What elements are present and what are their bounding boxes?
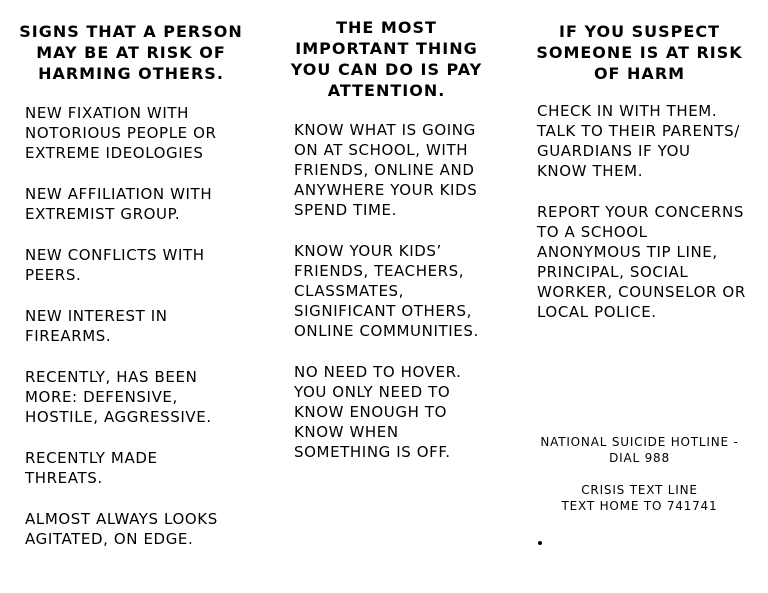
item-line: RECENTLY, HAS BEEN (25, 368, 198, 386)
heading-line: IMPORTANT THING (295, 39, 478, 58)
item-line: ANYWHERE YOUR KIDS (294, 181, 478, 199)
list-item (294, 120, 479, 220)
item-line: NOTORIOUS PEOPLE OR (25, 124, 217, 142)
item-line: ANONYMOUS TIP LINE, (537, 243, 718, 261)
footer-line: CRISIS TEXT LINE (581, 483, 698, 497)
heading-line: OF HARM (593, 64, 686, 83)
list-item (25, 367, 218, 427)
item-line: SPEND TIME. (294, 201, 397, 219)
crisis-text-line (511, 482, 768, 514)
item-line: SOMETHING IS OFF. (294, 443, 451, 461)
heading-line: YOU CAN DO IS PAY (290, 60, 483, 79)
item-line: TALK TO THEIR PARENTS/ (537, 122, 740, 140)
heading-line: HARMING OTHERS. (38, 64, 224, 83)
item-line: AGITATED, ON EDGE. (25, 530, 194, 548)
list-item (25, 103, 218, 163)
item-line: THREATS. (25, 469, 103, 487)
item-line: ONLINE COMMUNITIES. (294, 322, 479, 340)
heading-line: MAY BE AT RISK OF (36, 43, 226, 62)
list-item (25, 184, 218, 224)
item-line: FIREARMS. (25, 327, 112, 345)
bullet-dot (538, 541, 542, 545)
item-line: NEW CONFLICTS WITH (25, 246, 205, 264)
item-line: WORKER, COUNSELOR OR (537, 283, 746, 301)
heading-line: SIGNS THAT A PERSON (19, 22, 243, 41)
warning-signs-list (25, 103, 218, 570)
heading-line: ATTENTION. (327, 81, 446, 100)
item-line: KNOW WHAT IS GOING (294, 121, 476, 139)
list-item (294, 241, 479, 341)
item-line: NEW INTEREST IN (25, 307, 168, 325)
item-line: KNOW YOUR KIDS’ (294, 242, 442, 260)
hotline-footer (511, 434, 768, 530)
footer-line: DIAL 988 (609, 451, 670, 465)
item-line: HOSTILE, AGGRESSIVE. (25, 408, 212, 426)
heading-line: IF YOU SUSPECT (559, 22, 720, 41)
list-item (25, 448, 218, 488)
item-line: KNOW ENOUGH TO (294, 403, 447, 421)
item-line: SIGNIFICANT OTHERS, (294, 302, 472, 320)
footer-line: NATIONAL SUICIDE HOTLINE - (540, 435, 739, 449)
item-line: FRIENDS, TEACHERS, (294, 262, 465, 280)
pay-attention-heading (262, 17, 511, 101)
suicide-hotline (511, 434, 768, 466)
item-line: RECENTLY MADE (25, 449, 158, 467)
list-item (25, 306, 218, 346)
item-line: ON AT SCHOOL, WITH (294, 141, 469, 159)
heading-line: THE MOST (336, 18, 437, 37)
item-line: CHECK IN WITH THEM. (537, 102, 718, 120)
item-line: PEERS. (25, 266, 82, 284)
item-line: NEW AFFILIATION WITH (25, 185, 213, 203)
item-line: MORE: DEFENSIVE, (25, 388, 178, 406)
item-line: TO A SCHOOL (537, 223, 648, 241)
list-item (537, 101, 746, 181)
item-line: KNOW WHEN (294, 423, 399, 441)
footer-line: TEXT HOME TO 741741 (561, 499, 718, 513)
item-line: GUARDIANS IF YOU (537, 142, 691, 160)
if-you-suspect-list (537, 101, 746, 343)
item-line: PRINCIPAL, SOCIAL (537, 263, 689, 281)
item-line: EXTREME IDEOLOGIES (25, 144, 204, 162)
item-line: YOU ONLY NEED TO (294, 383, 451, 401)
list-item (25, 509, 218, 549)
item-line: NO NEED TO HOVER. (294, 363, 462, 381)
item-line: REPORT YOUR CONCERNS (537, 203, 744, 221)
item-line: ALMOST ALWAYS LOOKS (25, 510, 218, 528)
list-item (25, 245, 218, 285)
heading-line: SOMEONE IS AT RISK (536, 43, 743, 62)
list-item (294, 362, 479, 462)
pay-attention-list (294, 120, 479, 483)
item-line: EXTREMIST GROUP. (25, 205, 181, 223)
warning-signs-heading (0, 21, 262, 84)
item-line: NEW FIXATION WITH (25, 104, 190, 122)
if-you-suspect-heading (511, 21, 768, 84)
item-line: CLASSMATES, (294, 282, 405, 300)
item-line: LOCAL POLICE. (537, 303, 657, 321)
item-line: FRIENDS, ONLINE AND (294, 161, 475, 179)
list-item (537, 202, 746, 322)
item-line: KNOW THEM. (537, 162, 644, 180)
